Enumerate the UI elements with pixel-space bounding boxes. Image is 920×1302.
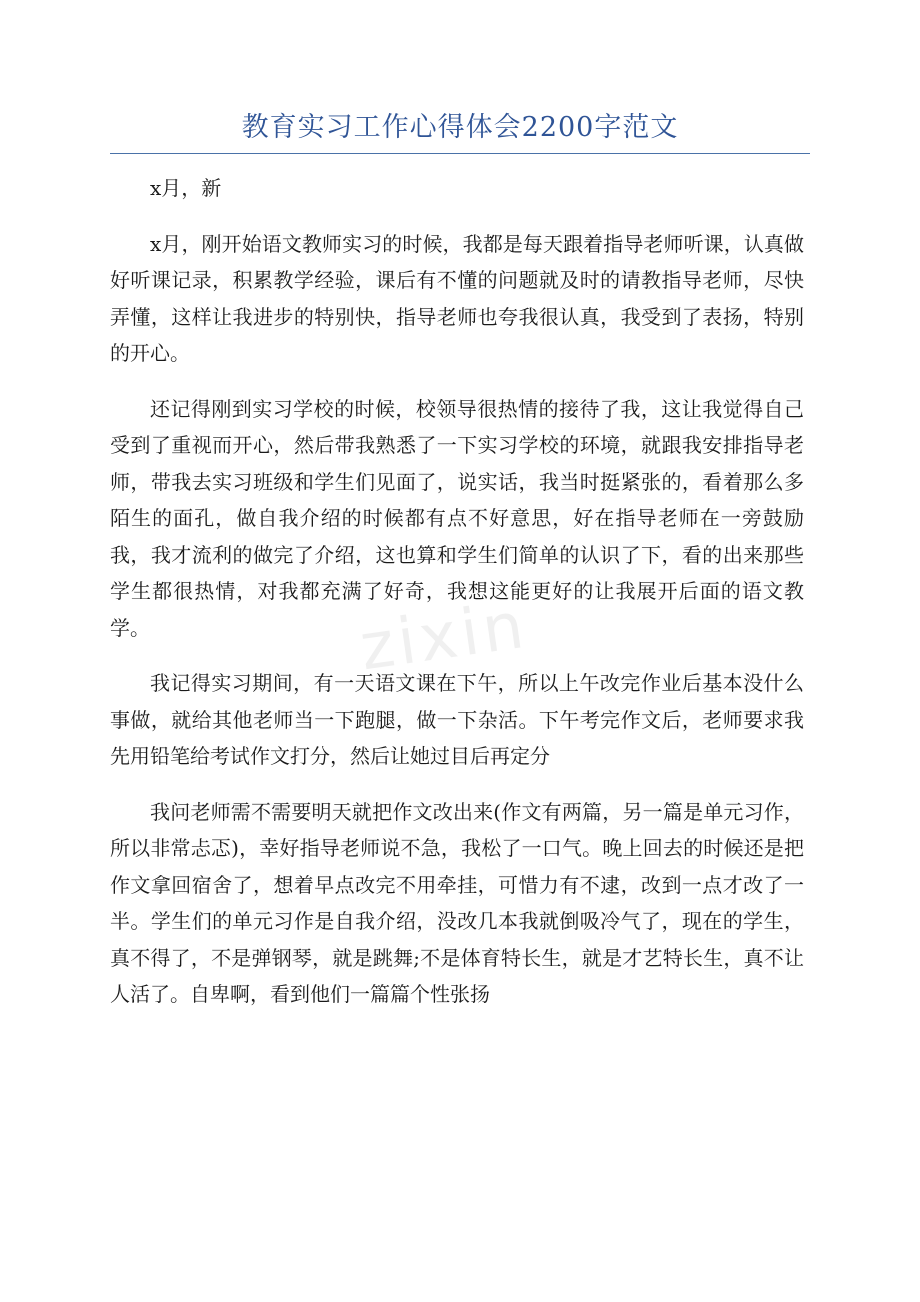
document-title: 教育实习工作心得体会2200字范文 [241,112,679,143]
title-underline [110,153,810,154]
paragraph-5: 我问老师需不需要明天就把作文改出来(作文有两篇，另一篇是单元习作，所以非常忐忑)，幸好指导老师说不急，我松了一口气。晚上回去的时候还是把作文拿回宿舍了，想着早点改完不用牵挂，可惜力有不逮，改到一点才改了一半。学生们的单元习作是自我介绍，没改几本我就倒吸冷气了，现在的学生，真不得了，不是弹钢琴，就是跳舞;不是体育特长生，就是才艺特长生，真不让人活了。自卑啊，看到他们一篇篇个性张扬 [110,799,804,1006]
paragraph-3: 还记得刚到实习学校的时候，校领导很热情的接待了我，这让我觉得自己受到了重视而开心，然后带我熟悉了一下实习学校的环境，就跟我安排指导老师，带我去实习班级和学生们见面了，说实话，我当时挺紧张的，看着那么多陌生的面孔，做自我介绍的时候都有点不好意思，好在指导老师在一旁鼓励我，我才流利的做完了介绍，这也算和学生们简单的认识了下，看的出来那些学生都很热情，对我都充满了好奇，我想这能更好的让我展开后面的语文教学。 [110,396,804,640]
document-body [110,170,804,1032]
watermark-logo: zixin [355,588,532,686]
paragraph-2: x月，刚开始语文教师实习的时候，我都是每天跟着指导老师听课，认真做好听课记录，积累教学经验，课后有不懂的问题就及时的请教指导老师，尽快弄懂，这样让我进步的特别快，指导老师也夸我很认真，我受到了表扬，特别的开心。 [110,231,804,365]
paragraph-4: 我记得实习期间，有一天语文课在下午，所以上午改完作业后基本没什么事做，就给其他老师当一下跑腿，做一下杂活。下午考完作文后，老师要求我先用铅笔给考试作文打分，然后让她过目后再定分 [110,671,804,768]
paragraph-1: x月，新 [150,176,222,200]
